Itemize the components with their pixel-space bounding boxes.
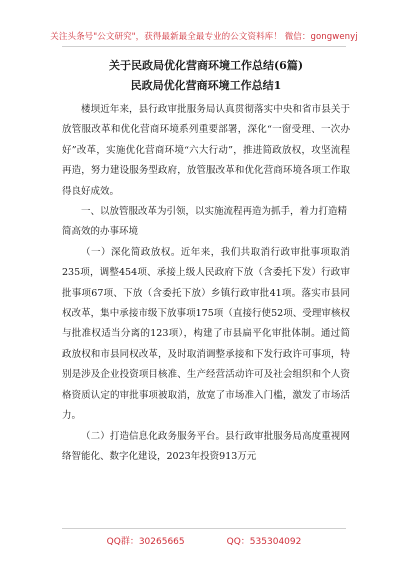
footer bbox=[0, 534, 408, 547]
document-title: 关于民政局优化营商环境工作总结(6篇) bbox=[108, 59, 304, 72]
header-divider bbox=[62, 46, 346, 47]
paragraph-section-2: （二）打造信息化政务服务平台。县行政审批服务局高度重视网络智能化、数字化建设，2023年投资913万元 bbox=[62, 430, 350, 462]
footer-divider bbox=[62, 528, 346, 529]
paragraph-section-1: （一）深化简政放权。近年来，我们共取消行政审批事项取消235项，调整454项、承接上级人民政府下放（含委托下发）行政审批事项67项、下放（含委托下放）乡镇行政审批41项。落实市县同权改革，集中承接市级下放事项175项（直接行使52项、受理审核权与批准权适当分离的123项），构建了市县扁平化审批体制。通过简政放权和市县同权改革，及时取消调整承接和下发行政许可事项，特别是涉及企业投资项目核准、生产经营活动许可及社会组织和个人资格资质认定的审批事项被取消，放宽了市场准入门槛，激发了市场活力。 bbox=[62, 246, 350, 422]
header-banner: 关注头条号"公文研究"，获得最新最全最专业的公文资料库！ 微信：gongwenyj bbox=[50, 32, 358, 42]
paragraph-intro: 楼坝近年来，县行政审批服务局认真贯彻落实中央和省市县关于放管服改革和优化营商环境系列重要部署，深化“一窗受理、一次办好”改革，实施优化营商环境“六大行动”，推进简政放权，攻坚流程再造，努力建设服务型政府，放管服改革和优化营商环境各项工作取得良好成效。 bbox=[62, 104, 350, 197]
footer-qq-group: QQ群：30265665 bbox=[106, 537, 185, 547]
document-body bbox=[62, 58, 350, 467]
document-subtitle: 民政局优化营商环境工作总结1 bbox=[130, 79, 282, 92]
section-heading: 一、以放管服改革为引领，以实施流程再造为抓手，着力打造精简高效的办事环境 bbox=[62, 206, 348, 238]
footer-qq: QQ：535304092 bbox=[226, 537, 302, 547]
